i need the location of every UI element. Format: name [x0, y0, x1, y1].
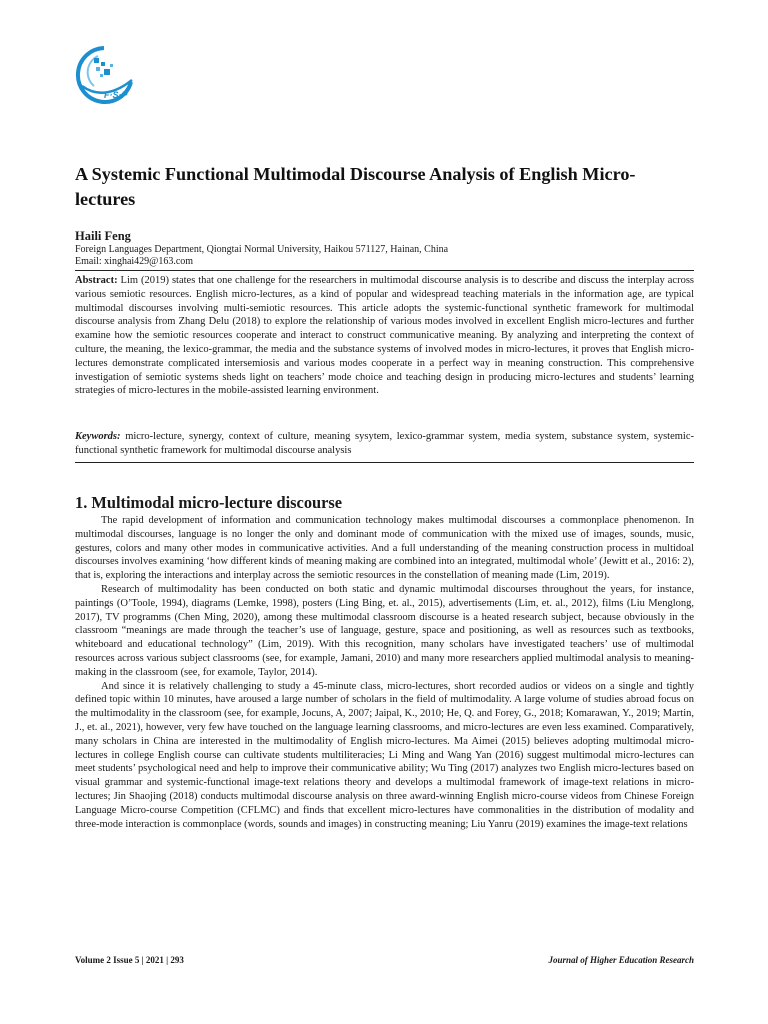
- publisher-logo: [74, 42, 156, 106]
- keywords-label: Keywords:: [75, 431, 121, 442]
- abstract-text: Lim (2019) states that one challenge for the researchers in multimodal discourse analysis is to describe and discuss the interplay across various semiotic resources. English micro-lectures, as a kind of popular and widespread teaching materials in the information age, are typical multimodal discourses involving multi-semiotic resources. This article adopts the systemic-functional synthetic framework for multimodal discourse analysis from Zhang Delu (2018) to explore the relationship of various modes involved in excellent English micro-lectures and further examine how the semiotic resources cooperate and interact to construct communicative meaning. By analyzing and interpreting the context of culture, the meaning, the lexico-grammar, the media and the substance systems of involved modes in micro-lectures, it proves that English micro-lectures demonstrate complicated intersemiosis and various modes cooperate in a perfect way in meaning construction. This comprehensive investigation of semiotic systems sheds light on teachers’ mode choice and teaching design in producing micro-lectures and students’ learning strategies of micro-lectures in the mobile-assisted learning environment.: [75, 275, 695, 397]
- body-paragraph: The rapid development of information and communication technology makes multimodal discourses a commonplace phenomenon. In multimodal discourses, language is no longer the only and dominant mode of communication with the mixed use of images, sounds, music, gestures, colors and many other modes in communicative activities. And a full understanding of the meaning construction process in multidoal discourses involves examining ‘how different kinds of meaning making are combined into an integrated, multimodal whole’ (Jewitt et al., 2016: 2), that is, exploring the interactions and interplay across the semiotic resources in the constellation of meaning made (Lim, 2019).: [75, 515, 694, 582]
- keywords: [75, 430, 694, 458]
- logo-text: F·S·P: [104, 90, 128, 100]
- author-email: Email: xinghai429@163.com: [75, 256, 194, 267]
- abstract-label: Abstract:: [75, 275, 118, 286]
- section-heading: 1. Multimodal micro-lecture discourse: [75, 493, 343, 512]
- fsp-logo-icon: [74, 42, 156, 106]
- author-name: Haili Feng: [75, 229, 131, 243]
- abstract-bottom-rule: [75, 462, 694, 463]
- footer-volume-info: Volume 2 Issue 5 | 2021 | 293: [75, 955, 184, 965]
- section-body: [75, 514, 694, 831]
- keywords-text: micro-lecture, synergy, context of culture, meaning sysytem, lexico-grammar system, media system, substance system, systemic-functional synthetic framework for multimodal discourse analysis: [75, 431, 694, 456]
- footer-journal-name: Journal of Higher Education Research: [548, 955, 694, 965]
- paper-title: A Systemic Functional Multimodal Discourse Analysis of English Micro-lectures: [75, 164, 636, 209]
- abstract: [75, 274, 694, 398]
- abstract-top-rule: [75, 270, 694, 271]
- body-paragraph: And since it is relatively challenging to study a 45-minute class, micro-lectures, short recorded audios or videos on a single and tightly defined topic within 10 minutes, have aroused a large number of scholars in the field of multimodality. A large volume of studies abroad focus on the multimodality in the classroom (see, for example, Jocuns, A, 2007; Jaipal, K., 2010; He, Q. and Forey, G., 2018; Komarawan, Y., 2019; Martin, J., et. al., 2021), however, very few have touched on the language learning classrooms, and micro-lectures are even less examined. Comparatively, many scholars in China are interested in the multimodality of English micro-lectures. Ma Aimei (2015) believes adopting multimodal micro-lectures in college English course can cultivate students multiliteracies; Li Ming and Wang Yan (2016) suggest multimodal micro-lectures can meet students’ psychological need and help to improve their communicative ability; Wu Ting (2017) analyzes two English micro-lectures based on visual grammar and systemic-functional image-text relations theory and develops a multimodal framework of image-text relations in micro-lectures; Jin Shaojing (2018) conducts multimodal discourse analysis on three award-winning English micro-course videos from Chinese Foreign Language Micro-course Competition (CFLMC) and finds that excellent micro-lectures have commonalities in the distribution of modality and three-mode interaction is commonplace (words, sounds and images) in constructing meaning; Liu Yanru (2019) examines the image-text relations: [75, 680, 694, 830]
- author-affiliation: Foreign Languages Department, Qiongtai Normal University, Haikou 571127, Hainan, China: [75, 244, 449, 255]
- body-paragraph: Research of multimodality has been conducted on both static and dynamic multimodal discourses throughout the years, for instance, paintings (O’Toole, 1994), diagrams (Lemke, 1998), posters (Ling Bing, et. al., 2015), advertisements (Lim, et. al., 2012), films (Liu Menglong, 2017), TV programms (Chen Ming, 2020), among these multimodal classroom discourse is a heated research subject, because obviously in the classroom “meanings are made through the teacher’s use of language, gesture, space and positioning, as well as resources such as textbooks, whiteboard and educational technology” (Lim, 2019). With this recognition, many scholars have investigated teachers’ use of multimodal resources across various subject classrooms (see, for example, Jamani, 2010) and many more researchers applied multimodal analysis to meaning-making in the classroom (see, for examole, Taylor, 2014).: [75, 583, 694, 678]
